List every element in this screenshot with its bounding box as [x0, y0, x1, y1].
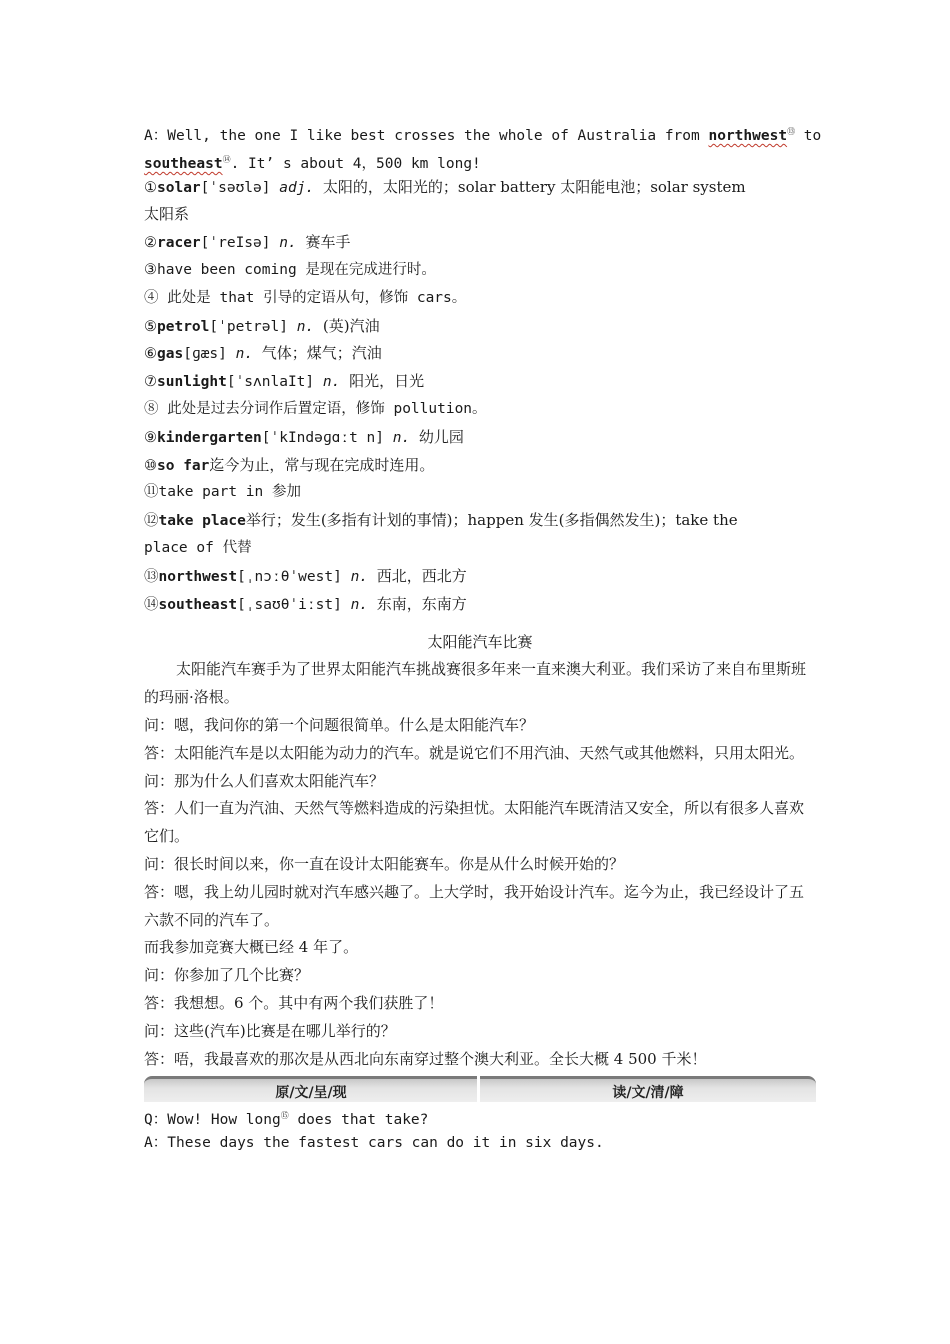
dialogue-text: . It’ s about 4，500 km long! — [230, 155, 481, 172]
note-3 — [144, 257, 816, 285]
note-8 — [144, 396, 816, 424]
note-pos: adj. — [279, 179, 315, 196]
note-text: 举行；发生(多指有计划的事情)；happen 发生(多指偶然发生)；take the — [245, 511, 738, 530]
dialogue-text: A：Well, the one I like best crosses the whole of Australia from — [144, 128, 709, 144]
note-word: petrol — [157, 318, 210, 335]
vocab-word: southeast — [144, 155, 223, 172]
footnote-marker: ⑮ — [280, 1111, 289, 1121]
note-text: 阳光，日光 — [349, 372, 425, 391]
note-1 — [144, 174, 816, 202]
banner-reading-notes: 读/文/清/障 — [480, 1076, 816, 1102]
note-2 — [144, 229, 816, 257]
note-pos: n. — [279, 235, 297, 252]
note-ipa: [ˌsaʊθˈiːst] — [237, 596, 342, 613]
note-4 — [144, 285, 816, 313]
note-marker: ⑩ — [144, 457, 157, 474]
note-marker: ② — [144, 235, 157, 252]
note-word: sunlight — [157, 374, 227, 391]
note-9 — [144, 424, 816, 452]
document-page — [144, 118, 822, 1158]
dialogue-text: Q：Wow! How long — [144, 1112, 281, 1129]
note-word: gas — [157, 346, 184, 363]
note-7 — [144, 368, 816, 396]
note-12-continued — [144, 535, 816, 563]
note-text: 太阳的，太阳光的；solar battery 太阳能电池；solar system — [322, 177, 746, 196]
note-text: 迄今为止，常与现在完成时连用。 — [209, 455, 435, 474]
note-text: place of 代替 — [144, 539, 252, 556]
translation-intro: 太阳能汽车赛手为了世界太阳能汽车挑战赛很多年来一直来澳大利亚。我们采访了来自布里斯班的玛丽·洛根。 — [144, 660, 807, 707]
note-text: 西北，西北方 — [376, 566, 467, 585]
note-pos: n. — [235, 346, 254, 363]
translation-line: 答：人们一直为汽油、天然气等燃料造成的污染担忧。太阳能汽车既清洁又安全，所以有很多人喜欢它们。 — [144, 799, 805, 846]
note-marker: ⑤ — [144, 318, 157, 335]
note-text: ③have been coming 是现在完成进行时。 — [144, 261, 436, 278]
note-ipa: [ˌnɔːθˈwest] — [237, 568, 342, 585]
note-ipa: [ˈkIndəɡɑːt n] — [261, 429, 384, 446]
note-text: 气体；煤气；汽油 — [261, 344, 382, 363]
vocab-word: northwest — [708, 128, 788, 144]
note-marker: ⑦ — [144, 374, 157, 391]
translation-line: 答：我想想。6 个。其中有两个我们获胜了！ — [144, 993, 444, 1012]
note-pos: n. — [350, 568, 369, 585]
note-ipa: [ˈsʌnlaIt] — [226, 374, 315, 391]
footnote-marker: ⑭ — [222, 154, 231, 164]
note-text: ④ 此处是 that 引导的定语从句，修饰 cars。 — [144, 289, 467, 306]
note-pos: n. — [296, 318, 315, 335]
note-10 — [144, 452, 816, 480]
note-12 — [144, 507, 816, 535]
note-pos: n. — [350, 596, 369, 613]
translation-line: 问：嗯，我问你的第一个问题很简单。什么是太阳能汽车？ — [144, 715, 535, 734]
note-word: take place — [158, 513, 246, 530]
translation-line: 问：那为什么人们喜欢太阳能汽车？ — [144, 771, 385, 790]
translation-line: 而我参加竞赛大概已经 4 年了。 — [144, 938, 359, 957]
note-text: ⑪take part in 参加 — [144, 484, 301, 501]
dialogue-answer — [144, 1130, 816, 1158]
note-1-continued — [144, 201, 816, 229]
note-word: so far — [157, 457, 210, 474]
note-marker: ⑥ — [144, 346, 157, 363]
note-word: southeast — [158, 596, 238, 613]
note-marker: ⑨ — [144, 429, 157, 446]
dialogue-answer-line-1 — [144, 118, 822, 146]
banner-original-text: 原/文/呈/现 — [144, 1076, 478, 1102]
translation-line: 问：你参加了几个比赛？ — [144, 966, 310, 985]
note-ipa: [ˈpetrəl] — [209, 318, 288, 335]
note-text: 太阳系 — [144, 205, 190, 224]
dialogue-text: A：These days the fastest cars can do it in six days. — [144, 1135, 604, 1152]
note-marker: ⑭ — [144, 596, 159, 613]
note-text: 东南，东南方 — [376, 594, 467, 613]
footnote-marker: ⑬ — [787, 127, 796, 136]
note-11 — [144, 479, 816, 507]
note-marker: ⑬ — [144, 568, 159, 585]
dialogue-text: does that take? — [288, 1112, 429, 1129]
note-word: racer — [157, 235, 201, 252]
note-word: solar — [157, 179, 201, 196]
dialogue-text: to — [795, 128, 822, 144]
note-word: kindergarten — [157, 429, 262, 446]
note-word: northwest — [158, 568, 238, 585]
translation-line: 问：很长时间以来，你一直在设计太阳能赛车。你是从什么时候开始的？ — [144, 854, 625, 873]
note-ipa: [ɡæs] — [183, 346, 227, 363]
note-14 — [144, 591, 816, 619]
note-pos: n. — [392, 429, 411, 446]
translation-line: 答：太阳能汽车是以太阳能为动力的汽车。就是说它们不用汽油、天然气或其他燃料，只用太阳光。 — [144, 743, 805, 762]
note-ipa: [ˈsəʊlə] — [200, 179, 271, 196]
note-text: 赛车手 — [305, 233, 351, 252]
note-marker: ⑫ — [144, 513, 159, 530]
dialogue-question — [144, 1102, 816, 1130]
translation-line: 答：嗯，我上幼儿园时就对汽车感兴趣了。上大学时，我开始设计汽车。迄今为止，我已经设计了五六款不同的汽车了。 — [144, 882, 805, 929]
note-ipa: [ˈreIsə] — [200, 235, 271, 252]
dialogue-answer-line-2 — [144, 146, 816, 174]
note-5 — [144, 313, 816, 341]
note-6 — [144, 340, 816, 368]
translation-title: 太阳能汽车比赛 — [427, 633, 533, 652]
note-pos: n. — [322, 374, 341, 391]
section-banner — [144, 1076, 816, 1102]
note-marker: ① — [144, 179, 157, 196]
translation-line: 答：唔，我最喜欢的那次是从西北向东南穿过整个澳大利亚。全长大概 4 500 千米！ — [144, 1049, 707, 1068]
translation-line: 问：这些(汽车)比赛是在哪儿举行的？ — [144, 1021, 396, 1040]
note-text: 幼儿园 — [418, 427, 464, 446]
note-text: (英)汽油 — [322, 316, 380, 335]
note-text: ⑧ 此处是过去分词作后置定语，修饰 pollution。 — [144, 400, 487, 417]
note-13 — [144, 563, 816, 591]
